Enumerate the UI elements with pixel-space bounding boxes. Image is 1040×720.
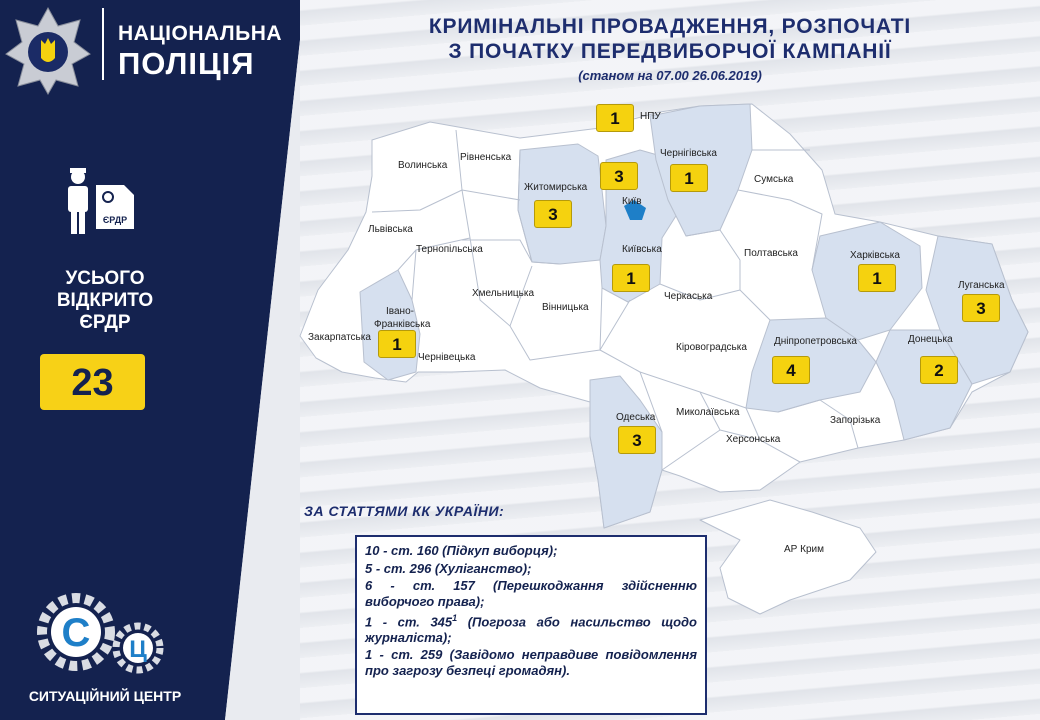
label-kharkivska: Харківська bbox=[850, 250, 900, 261]
badge-chernihivska: 1 bbox=[670, 164, 708, 192]
title-line2: З ПОЧАТКУ ПЕРЕДВИБОРЧОЇ КАМПАНІЇ bbox=[448, 40, 892, 63]
label-khmelnytska: Хмельницька bbox=[472, 288, 535, 299]
label-mykolaivska: Миколаївська bbox=[676, 407, 740, 418]
date-subtitle: (станом на 07.00 26.06.2019) bbox=[578, 68, 762, 83]
label-volynska: Волинська bbox=[398, 160, 448, 171]
label-kyivska: Київська bbox=[622, 244, 662, 255]
logo-letter-ts: Ц bbox=[129, 636, 147, 663]
label-odeska: Одеська bbox=[616, 412, 656, 423]
label-kyiv: Київ bbox=[622, 196, 642, 207]
org-name-line1: НАЦІОНАЛЬНА bbox=[118, 22, 283, 45]
logo-letter-s: С bbox=[61, 611, 91, 655]
map-crimea-outline bbox=[700, 500, 876, 614]
label-sumska: Сумська bbox=[754, 174, 794, 185]
label-chernihivska: Чернігівська bbox=[660, 148, 717, 159]
situation-center-label: СИТУАЦІЙНИЙ ЦЕНТР bbox=[28, 688, 182, 704]
badge-dnipropetrovska: 4 bbox=[772, 356, 810, 384]
label-chernivetska: Чернівецька bbox=[418, 352, 476, 363]
article-item: 6 - ст. 157 (Перешкоджання здійсненню виборчого права); bbox=[365, 578, 697, 609]
label-crimea: АР Крим bbox=[784, 544, 824, 555]
label-poltavska: Полтавська bbox=[744, 248, 798, 259]
article-item-rest: (Погроза або насильство щодо журналіста); bbox=[365, 614, 697, 645]
total-label: УСЬОГО ВІДКРИТО ЄРДР bbox=[56, 268, 154, 333]
article-item: 10 - ст. 160 (Підкуп виборця); bbox=[365, 543, 558, 558]
org-name-line2: ПОЛІЦІЯ bbox=[118, 46, 255, 81]
label-luhanska: Луганська bbox=[958, 280, 1005, 291]
article-item: 1 - ст. 259 (Завідомо неправдиве повідомлення про загрозу безпеці громадян). bbox=[365, 647, 697, 678]
total-count-badge: 23 bbox=[40, 354, 145, 410]
label-kirovohradska: Кіровоградська bbox=[676, 342, 747, 353]
label-ternopilska: Тернопільська bbox=[416, 244, 483, 255]
badge-npu: 1 bbox=[596, 104, 634, 132]
label-cherkaska: Черкаська bbox=[664, 291, 713, 302]
article-item bbox=[365, 611, 697, 645]
label-zhytomyrska: Житомирська bbox=[524, 182, 588, 193]
badge-zhytomyrska: 3 bbox=[534, 200, 572, 228]
label-rivnenska: Рівненська bbox=[460, 152, 512, 163]
article-item: 5 - ст. 296 (Хуліганство); bbox=[365, 560, 532, 576]
label-zakarpatska: Закарпатська bbox=[308, 332, 371, 343]
label-ivano-frankivska-1: Івано- bbox=[386, 306, 414, 317]
badge-kyivska: 1 bbox=[612, 264, 650, 292]
badge-kharkivska: 1 bbox=[858, 264, 896, 292]
label-donetska: Донецька bbox=[908, 334, 953, 345]
badge-donetska: 2 bbox=[920, 356, 958, 384]
label-lvivska: Львівська bbox=[368, 224, 413, 235]
article-item-superscript: 1 bbox=[452, 613, 458, 623]
erdr-icon-label: ЄРДР bbox=[102, 215, 128, 225]
badge-luhanska: 3 bbox=[962, 294, 1000, 322]
title-line1: КРИМІНАЛЬНІ ПРОВАДЖЕННЯ, РОЗПОЧАТІ bbox=[428, 15, 912, 38]
articles-heading: ЗА СТАТТЯМИ КК УКРАЇНИ: bbox=[304, 503, 505, 519]
label-npu: НПУ bbox=[640, 111, 661, 122]
badge-odeska: 3 bbox=[618, 426, 656, 454]
badge-kyiv: 3 bbox=[600, 162, 638, 190]
label-ivano-frankivska-2: Франківська bbox=[374, 319, 431, 330]
badge-ivano-frankivska: 1 bbox=[378, 330, 416, 358]
label-vinnytska: Вінницька bbox=[542, 302, 589, 313]
article-item-main: 1 - ст. 345 bbox=[365, 614, 453, 630]
label-dnipropetrovska: Дніпропетровська bbox=[774, 336, 857, 347]
label-khersonska: Херсонська bbox=[726, 434, 781, 445]
label-zaporizka: Запорізька bbox=[830, 415, 881, 426]
articles-list bbox=[355, 535, 707, 715]
